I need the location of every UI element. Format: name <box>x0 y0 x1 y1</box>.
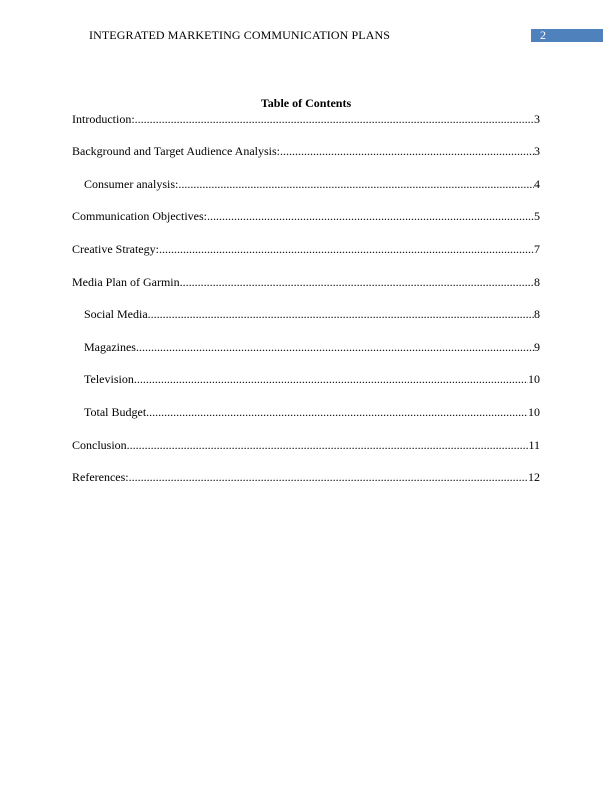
header-title: INTEGRATED MARKETING COMMUNICATION PLANS <box>89 28 390 42</box>
toc-dot-leader <box>134 372 528 386</box>
toc-entry-television[interactable] <box>84 372 540 386</box>
toc-entry-social-media[interactable] <box>84 307 540 321</box>
toc-entry-label: Consumer analysis: <box>84 177 179 191</box>
toc-dot-leader <box>180 275 534 289</box>
toc-entry-communication-objectives[interactable] <box>72 209 540 223</box>
toc-entry-label: Creative Strategy: <box>72 242 159 256</box>
page-number-badge <box>531 29 603 42</box>
toc-entry-introduction[interactable] <box>72 112 540 126</box>
toc-entry-page: 5 <box>534 209 540 223</box>
toc-entry-label: Conclusion <box>72 438 127 452</box>
toc-entry-page: 8 <box>534 307 540 321</box>
toc-entry-label: Communication Objectives: <box>72 209 207 223</box>
toc-dot-leader <box>146 405 528 419</box>
toc-entry-label: Total Budget <box>84 405 147 419</box>
toc-entry-page: 10 <box>528 405 540 419</box>
toc-entry-page: 7 <box>534 242 540 256</box>
toc-entry-media-plan[interactable] <box>72 275 540 289</box>
toc-dot-leader <box>136 340 534 354</box>
toc-entry-references[interactable] <box>72 470 540 484</box>
toc-heading: Table of Contents <box>260 96 352 110</box>
toc-entry-page: 3 <box>534 144 540 158</box>
toc-dot-leader <box>135 112 534 126</box>
toc-entry-page: 4 <box>534 177 540 191</box>
toc-entry-page: 10 <box>528 372 540 386</box>
toc-entry-page: 8 <box>534 275 540 289</box>
toc-entry-label: References: <box>72 470 129 484</box>
toc-entry-label: Introduction: <box>72 112 135 126</box>
toc-entry-creative-strategy[interactable] <box>72 242 540 256</box>
toc-entry-conclusion[interactable] <box>72 438 540 452</box>
toc-entry-consumer-analysis[interactable] <box>84 177 540 191</box>
toc-entry-label: Media Plan of Garmin <box>72 275 180 289</box>
toc-entry-background[interactable] <box>72 144 540 158</box>
toc-entry-page: 11 <box>528 438 540 452</box>
toc-dot-leader <box>207 209 534 223</box>
toc-dot-leader <box>148 307 534 321</box>
toc-dot-leader <box>127 438 529 452</box>
toc-entry-page: 3 <box>534 112 540 126</box>
toc-entry-label: Television <box>84 372 134 386</box>
toc-entry-label: Background and Target Audience Analysis: <box>72 144 281 158</box>
toc-dot-leader <box>159 242 534 256</box>
toc-dot-leader <box>178 177 534 191</box>
toc-dot-leader <box>129 470 528 484</box>
toc-entry-label: Magazines <box>84 340 136 354</box>
page-number: 2 <box>540 28 546 42</box>
toc-entry-page: 9 <box>534 340 540 354</box>
page-header <box>0 27 612 44</box>
toc-entry-magazines[interactable] <box>84 340 540 354</box>
toc-entry-page: 12 <box>528 470 540 484</box>
toc-entry-label: Social Media <box>84 307 148 321</box>
toc-entry-total-budget[interactable] <box>84 405 540 419</box>
toc-dot-leader <box>280 144 534 158</box>
